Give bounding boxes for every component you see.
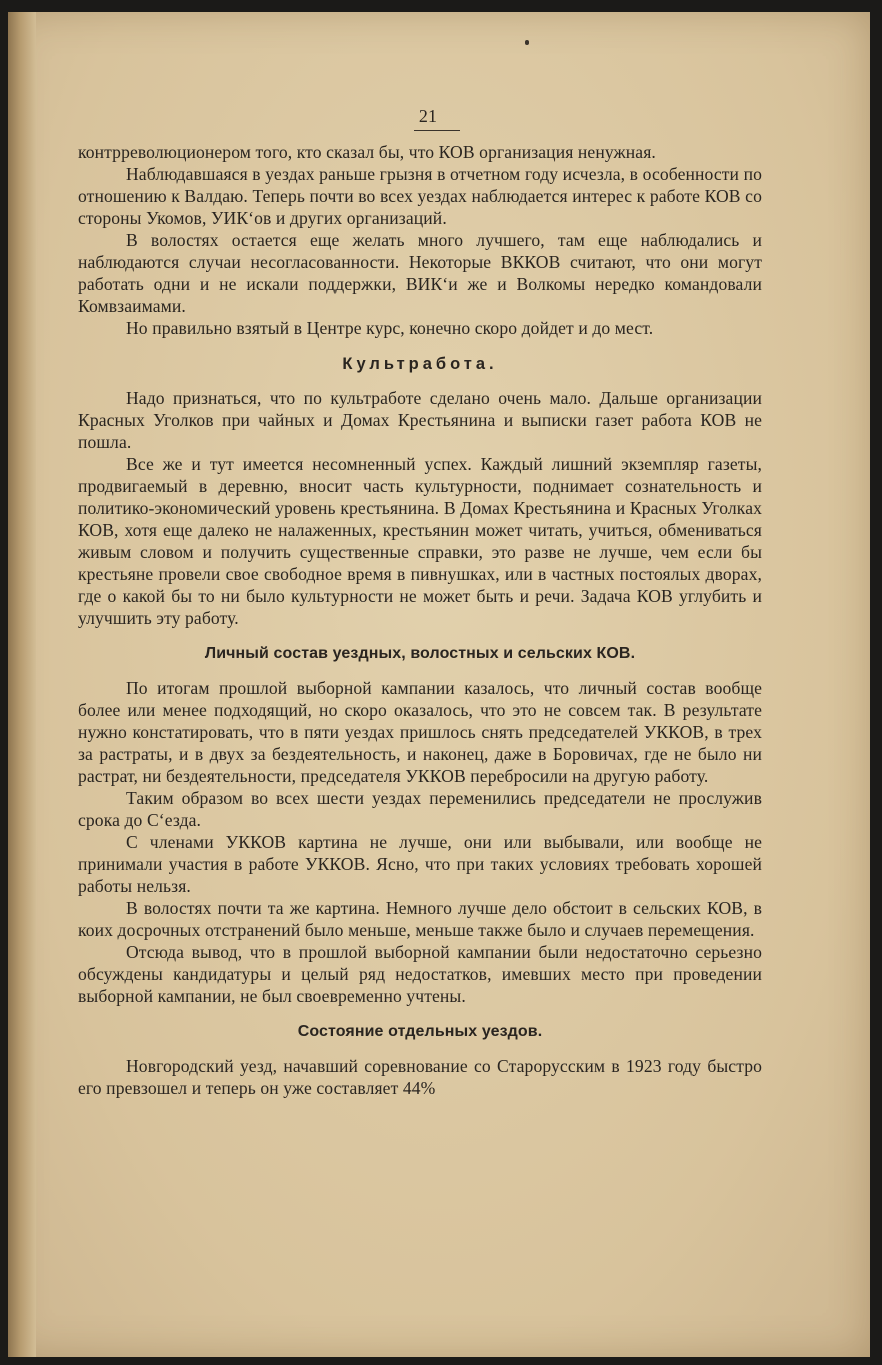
- binding-edge: [8, 12, 36, 1357]
- paragraph: В волостях почти та же картина. Немного лучше дело обстоит в сельских КОВ, в коих досрочных отстранений было меньше, меньше также было и случаев перемещения.: [78, 898, 762, 940]
- section-heading: Личный состав уездных, волостных и сельских КОВ.: [204, 645, 636, 662]
- paragraph: Отсюда вывод, что в прошлой выборной кампании были недостаточно серьезно обсуждены кандидатуры и целый ряд недостатков, имевших место при проведении выборной кампании, не был своевременно учтены.: [78, 942, 762, 1006]
- paragraph: Новгородский уезд, начавший соревнование со Старорусским в 1923 году быстро его превзошел и теперь он уже составляет 44%: [78, 1056, 762, 1098]
- page-number: 21: [418, 106, 438, 126]
- section-heading: Культработа.: [342, 355, 498, 373]
- paragraph: Таким образом во всех шести уездах переменились председатели не прослужив срока до С‘езда.: [78, 788, 762, 830]
- paragraph: Надо признаться, что по культработе сделано очень мало. Дальше организации Красных Уголков при чайных и Домах Крестьянина и выписки газет работа КОВ не пошла.: [78, 388, 762, 452]
- page-content: [78, 104, 762, 1099]
- ink-speck: [525, 40, 529, 45]
- paragraph: По итогам прошлой выборной кампании казалось, что личный состав вообще более или менее подходящий, но скоро оказалось, что это не совсем так. В результате нужно констатировать, что в пяти уездах пришлось снять председателей УККОВ, в трех за растраты, и в двух за бездеятельность, и наконец, даже в Боровичах, где не было ни растрат, ни бездеятельности, председателя УККОВ перебросили на другую работу.: [78, 678, 762, 786]
- text-body: [78, 141, 762, 1099]
- paragraph: контрреволюционером того, кто сказал бы, что КОВ организация ненужная.: [78, 142, 656, 162]
- paper-page: [8, 12, 870, 1357]
- paragraph: Но правильно взятый в Центре курс, конечно скоро дойдет и до мест.: [126, 318, 654, 338]
- paragraph: С членами УККОВ картина не лучше, они или выбывали, или вообще не принимали участия в работе УККОВ. Ясно, что при таких условиях требовать хорошей работы нельзя.: [78, 832, 762, 896]
- paragraph: Наблюдавшаяся в уездах раньше грызня в отчетном году исчезла, в особенности по отношению к Валдаю. Теперь почти во всех уездах наблюдается интерес к работе КОВ со стороны Укомов, УИК‘ов и других организаций.: [78, 164, 762, 228]
- paragraph: В волостях остается еще желать много лучшего, там еще наблюдались и наблюдаются случаи несогласованности. Некоторые ВККОВ считают, что они могут работать одни и не искали поддержки, ВИК‘и же и Волкомы нередко командовали Комвзаимами.: [78, 230, 762, 316]
- section-heading: Состояние отдельных уездов.: [297, 1023, 543, 1040]
- page-number-rule: [414, 130, 460, 131]
- paragraph: Все же и тут имеется несомненный успех. Каждый лишний экземпляр газеты, продвигаемый в деревню, вносит часть культурности, поднимает сознательность и политико-экономический уровень крестьянина. В Домах Крестьянина и Красных Уголках КОВ, хотя еще далеко не налаженных, крестьянин может читать, учиться, обмениваться живым словом и получить существенные справки, это разве не лучше, чем если бы крестьяне провели свое свободное время в пивнушках, или в частных постоялых дворах, где о какой бы то ни было культурности не может быть и речи. Задача КОВ углубить и улучшить эту работу.: [78, 454, 762, 628]
